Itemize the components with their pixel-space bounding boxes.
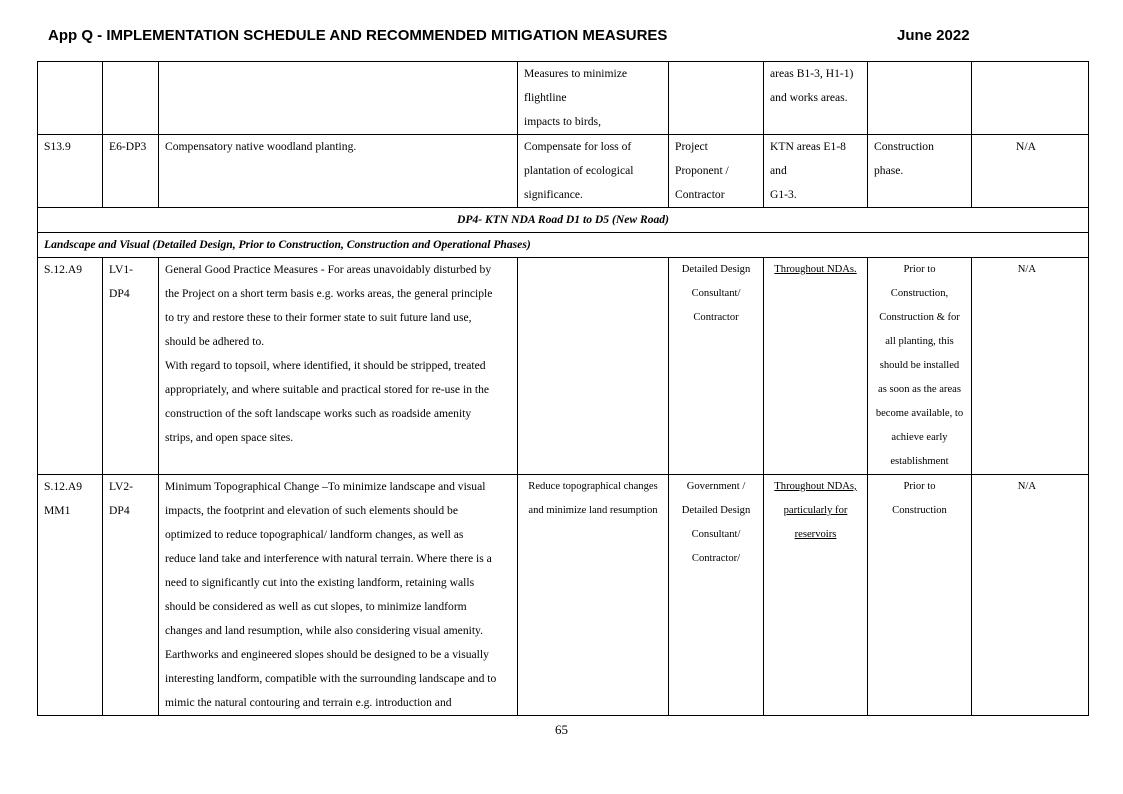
implementation-schedule-table <box>37 61 1089 716</box>
objective-cell: Measures to minimize flightline impacts to birds, <box>518 62 669 135</box>
objective-cell <box>518 258 669 475</box>
em-ref-cell: LV2- DP4 <box>103 475 159 716</box>
page-header <box>48 27 1083 47</box>
timing-cell <box>868 62 972 135</box>
agent-cell: Government / Detailed Design Consultant/ Contractor/ <box>669 475 764 716</box>
eia-ref-cell: S.12.A9 <box>38 258 103 475</box>
requirement-cell <box>972 62 1089 135</box>
section-heading-dp4: DP4- KTN NDA Road D1 to D5 (New Road) <box>38 208 1089 233</box>
measure-cell: Compensatory native woodland planting. <box>159 135 518 208</box>
measure-cell: General Good Practice Measures - For areas unavoidably disturbed by the Project on a short term basis e.g. works areas, the general principle to try and restore these to their former state to suit future land use, should be adhered to. With regard to topsoil, where identified, it should be stripped, treated appropriately, and where suitable and practical stored for re-use in the construction of the soft landscape works such as roadside amenity strips, and open space sites. <box>159 258 518 475</box>
eia-ref-cell: S.12.A9 MM1 <box>38 475 103 716</box>
requirement-cell: N/A <box>972 258 1089 475</box>
location-cell: Throughout NDAs. <box>764 258 868 475</box>
table-row <box>38 475 1089 716</box>
requirement-cell: N/A <box>972 135 1089 208</box>
requirement-cell: N/A <box>972 475 1089 716</box>
em-ref-cell <box>103 62 159 135</box>
section-heading-row <box>38 208 1089 233</box>
em-ref-cell: E6-DP3 <box>103 135 159 208</box>
objective-cell: Compensate for loss of plantation of ecological significance. <box>518 135 669 208</box>
page-number: 65 <box>555 722 568 737</box>
agent-cell: Detailed Design Consultant/ Contractor <box>669 258 764 475</box>
timing-cell: Prior to Construction, Construction & for all planting, this should be installed as soon as the areas become available, to achieve early establishment <box>868 258 972 475</box>
measure-cell: Minimum Topographical Change –To minimize landscape and visual impacts, the footprint and elevation of such elements should be optimized to reduce topographical/ landform changes, as well as reduce land take and interference with natural terrain. Where there is a need to significantly cut into the existing landform, retaining walls should be considered as well as cut slopes, to minimize landform changes and land resumption, while also considering visual amenity. Earthworks and engineered slopes should be designed to be a visually interesting landform, compatible with the surrounding landscape and to mimic the natural contouring and terrain e.g. introduction and <box>159 475 518 716</box>
section-heading-row <box>38 233 1089 258</box>
em-ref-cell: LV1- DP4 <box>103 258 159 475</box>
eia-ref-cell <box>38 62 103 135</box>
timing-cell: Prior to Construction <box>868 475 972 716</box>
measure-cell <box>159 62 518 135</box>
agent-cell <box>669 62 764 135</box>
timing-cell: Construction phase. <box>868 135 972 208</box>
document-title: App Q - IMPLEMENTATION SCHEDULE AND RECOMMENDED MITIGATION MEASURES <box>48 27 668 44</box>
eia-ref-cell: S13.9 <box>38 135 103 208</box>
document-date: June 2022 <box>897 27 970 44</box>
location-cell: Throughout NDAs, particularly for reservoirs <box>764 475 868 716</box>
section-heading-landscape-visual: Landscape and Visual (Detailed Design, Prior to Construction, Construction and Operational Phases) <box>38 233 1089 258</box>
location-cell: areas B1-3, H1-1) and works areas. <box>764 62 868 135</box>
table-row <box>38 62 1089 135</box>
table-row <box>38 135 1089 208</box>
location-cell: KTN areas E1-8 and G1-3. <box>764 135 868 208</box>
agent-cell: Project Proponent / Contractor <box>669 135 764 208</box>
table-row <box>38 258 1089 475</box>
objective-cell: Reduce topographical changes and minimize land resumption <box>518 475 669 716</box>
